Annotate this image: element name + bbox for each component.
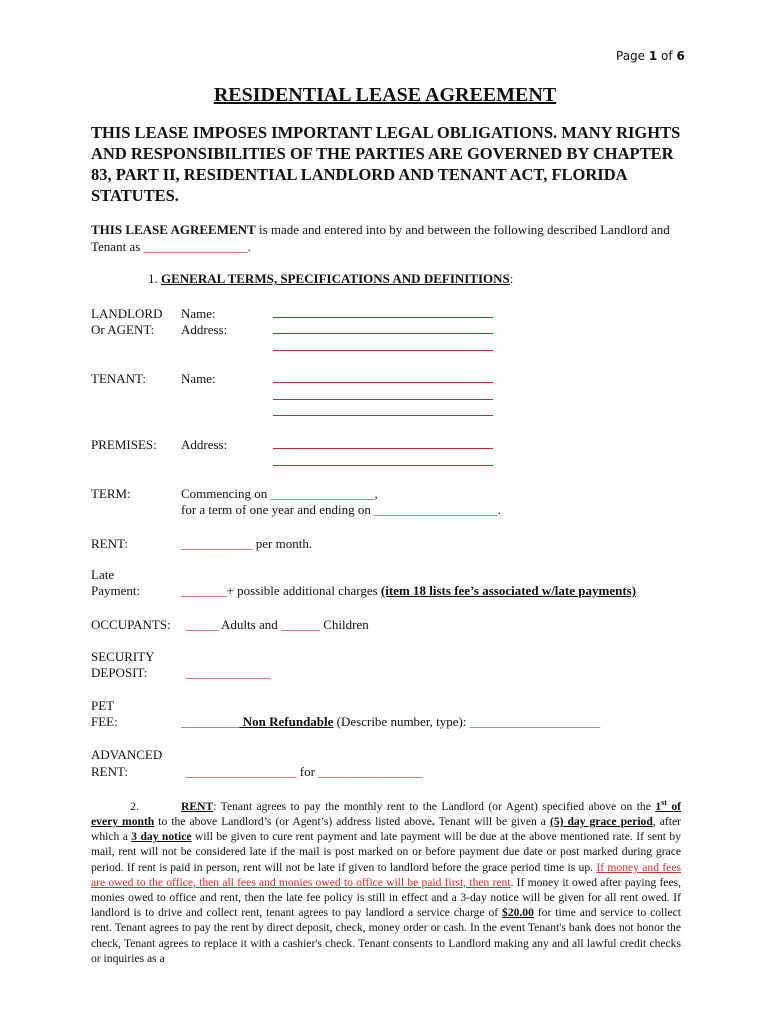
section-2-heading: RENT xyxy=(181,799,214,813)
rent-label: RENT: xyxy=(91,536,128,551)
pet-label-1: PET xyxy=(91,698,115,713)
rent-blank[interactable]: ___________ xyxy=(181,536,253,551)
pet-fee-blank[interactable]: _________ xyxy=(181,714,240,729)
fees-first-notice: If money and fees are owed to the office, then all fees and monies owed to office will be paid first, then rent xyxy=(91,860,681,889)
children-blank[interactable]: ______ xyxy=(280,617,320,632)
landlord-address-label: Address: xyxy=(181,322,228,337)
tenant-name-label: Name: xyxy=(181,371,216,386)
term-ending: for a term of one year and ending on ___________________. xyxy=(181,502,501,517)
landlord-address-line-1[interactable] xyxy=(273,333,493,334)
advanced-label-2: RENT: xyxy=(91,764,128,779)
premises-address-line-2[interactable] xyxy=(273,465,493,466)
pet-fee: _________ Non Refundable (Describe number, type): ____________________ xyxy=(181,714,600,729)
occupants-values: _____ Adults and ______ Children xyxy=(186,617,369,632)
rent-paragraph: 2. RENT: Tenant agrees to pay the monthly rent to the Landlord (or Agent) specified above on the 1st of every month to the above Landlord’s (or Agent’s) address listed above. Tenant will be given a (5) day grace period, after which a 3 day notice will be given to cure rent payment and late payment will be due at the above mentioned rate. If sent by mail, rent will not be considered late if the mail is post marked on or before payment due date or post marked during grace period. If rent is paid in person, rent will not be late if given to landlord before the grace period time is up. If money and fees are owed to the office, then all fees and monies owed to office will be paid first, then rent. If money it owed after paying fees, monies owed to office and rent, then the late fee policy is still in effect and a 3-day notice will be given for all rent owed. If landlord is to drive and collect rent, tenant agrees to pay landlord a service charge of $20.00 for time and service to collect rent. Tenant agrees to pay the rent by direct deposit, check, money order or cash. In the event Tenant's bank does not honor the check, Tenant agrees to replace it with a cashier's check. Tenant consents to Landlord making any and all lawful credit checks or inquiries as a xyxy=(91,798,682,965)
security-label-2: DEPOSIT: xyxy=(91,665,148,680)
tenant-name-line-1[interactable] xyxy=(273,382,493,383)
party-blank[interactable]: ________________ xyxy=(143,239,248,254)
premises-label: PREMISES: xyxy=(91,437,157,452)
late-label-1: Late xyxy=(91,567,115,582)
landlord-name-label: Name: xyxy=(181,306,216,321)
term-label: TERM: xyxy=(91,486,131,501)
landlord-address-line-2[interactable] xyxy=(273,350,493,351)
term-end-blank[interactable]: ___________________ xyxy=(374,502,498,517)
term-commencing: Commencing on ________________, xyxy=(181,486,378,501)
rent-amount: ___________ per month. xyxy=(181,536,313,551)
late-blank[interactable]: _______ xyxy=(181,583,227,598)
legal-warning: THIS LEASE IMPOSES IMPORTANT LEGAL OBLIGATIONS. MANY RIGHTS AND RESPONSIBILITIES OF THE PARTIES ARE GOVERNED BY CHAPTER 83, PART II, RESIDENTIAL LANDLORD AND TENANT ACT, FLORIDA STATUTES. xyxy=(91,123,681,205)
landlord-name-line[interactable] xyxy=(273,317,493,318)
security-deposit xyxy=(186,664,271,681)
advanced-rent: _________________ for ________________ xyxy=(186,764,423,779)
term-start-blank[interactable]: ________________ xyxy=(270,486,375,501)
tenant-label: TENANT: xyxy=(91,371,146,386)
advanced-amount-blank[interactable]: _________________ xyxy=(186,764,297,779)
landlord-label: LANDLORD xyxy=(91,306,163,321)
security-blank[interactable]: _____________ xyxy=(186,665,271,680)
late-payment: _______+ possible additional charges (item 18 lists fee’s associated w/late payments) xyxy=(181,583,637,598)
advanced-label-1: ADVANCED xyxy=(91,747,163,762)
security-label-1: SECURITY xyxy=(91,649,155,664)
tenant-name-line-3[interactable] xyxy=(273,415,493,416)
document-title: RESIDENTIAL LEASE AGREEMENT xyxy=(213,84,557,106)
pet-description-blank[interactable]: ____________________ xyxy=(469,714,600,729)
adults-blank[interactable]: _____ xyxy=(186,617,219,632)
occupants-label: OCCUPANTS: xyxy=(91,617,171,632)
tenant-name-line-2[interactable] xyxy=(273,399,493,400)
late-label-2: Payment: xyxy=(91,583,141,598)
pet-label-2: FEE: xyxy=(91,714,118,729)
advanced-period-blank[interactable]: ________________ xyxy=(318,764,423,779)
intro-paragraph: THIS LEASE AGREEMENT is made and entered into by and between the following described Landlord and Tenant as ________________. xyxy=(91,222,670,254)
section-1-heading: 1. GENERAL TERMS, SPECIFICATIONS AND DEFINITIONS: xyxy=(148,271,514,286)
agent-label: Or AGENT: xyxy=(91,322,155,337)
premises-address-label: Address: xyxy=(181,437,228,452)
section-2-number: 2. xyxy=(130,799,139,813)
page-number: Page 1 of 6 xyxy=(616,49,685,63)
premises-address-line-1[interactable] xyxy=(273,448,493,449)
